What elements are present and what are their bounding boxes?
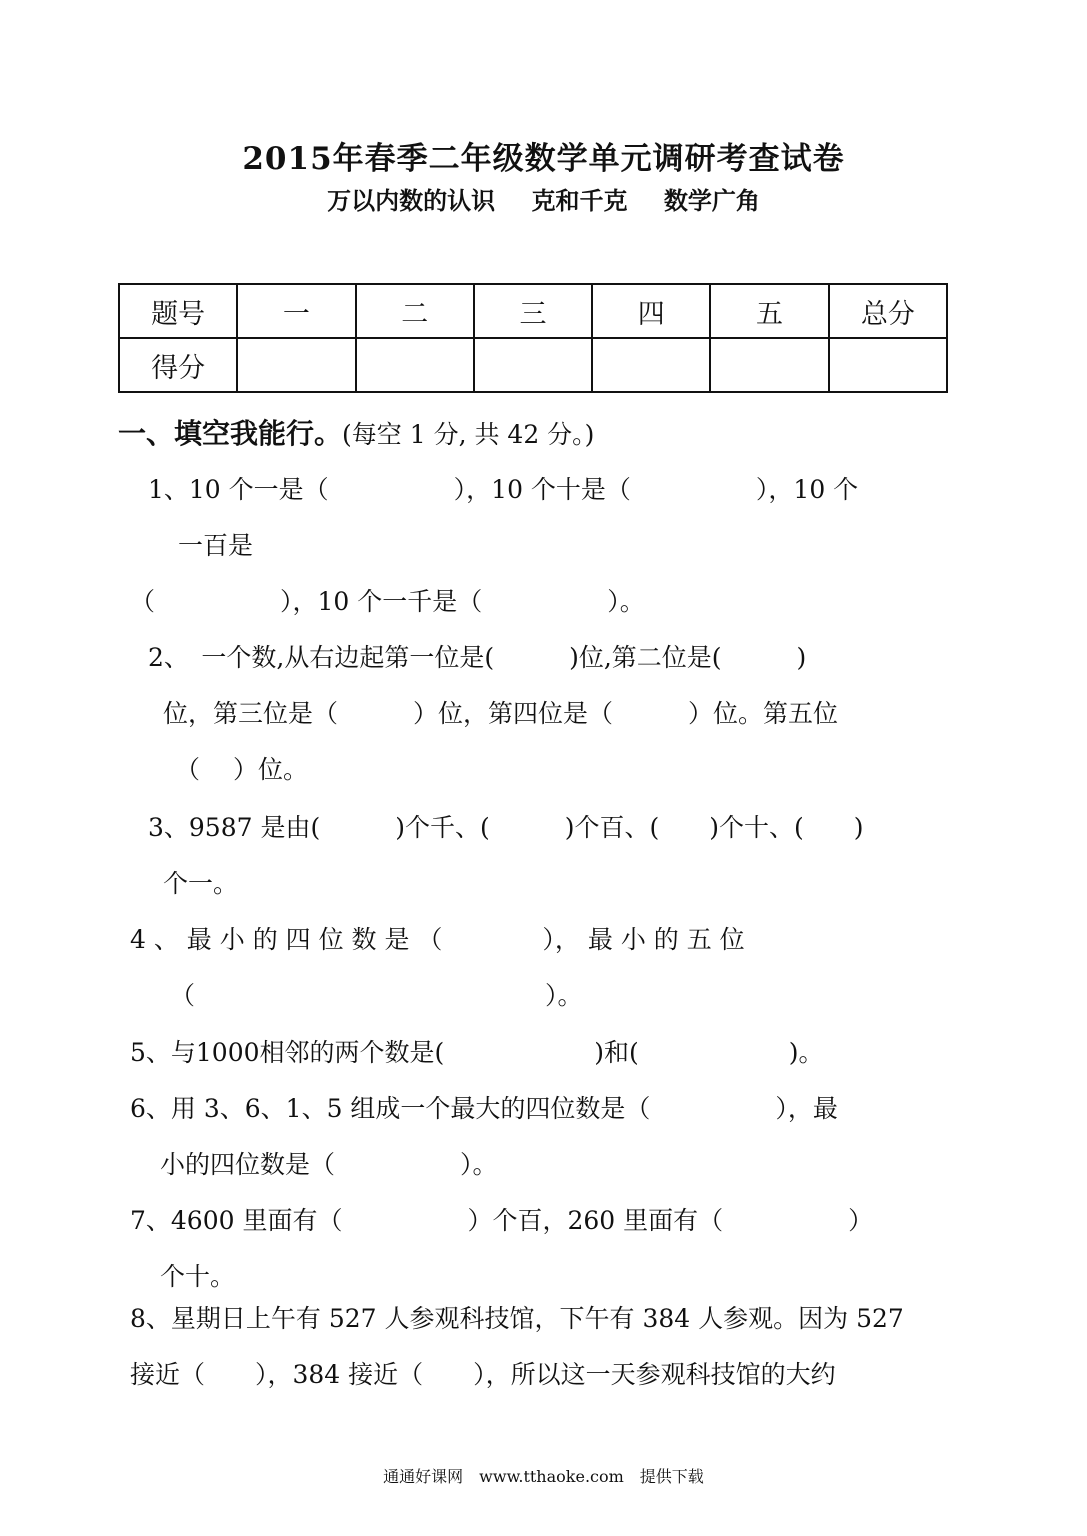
- section-heading-text: 一、填空我能行。: [118, 417, 343, 450]
- question-6-line-1: 6、用 3、6、1、5 组成一个最大的四位数是（ ），最: [130, 1094, 838, 1123]
- exam-title: 2015年春季二年级数学单元调研考查试卷: [242, 141, 845, 177]
- question-7-line-2: 个十。: [160, 1262, 236, 1291]
- page-footer: 通通好课网 www.tthaoke.com 提供下载: [383, 1467, 704, 1486]
- score-blank-cell: [237, 338, 355, 392]
- score-cell: 得分: [119, 338, 237, 392]
- score-blank-cell: [474, 338, 592, 392]
- score-blank-cell: [592, 338, 710, 392]
- exam-subtitle: [0, 181, 1087, 216]
- score-table-score-row: [119, 338, 947, 392]
- question-4-line-1: 4 、 最 小 的 四 位 数 是 （ ）， 最 小 的 五 位: [130, 925, 745, 954]
- score-table: [118, 283, 948, 393]
- question-1-line-1: 1、10 个一是（ ），10 个十是（ ），10 个: [148, 475, 859, 504]
- score-blank-cell: [710, 338, 828, 392]
- subtitle-topic-3: 数学广角: [663, 186, 760, 215]
- question-4-line-2: （ ）。: [170, 981, 583, 1010]
- score-cell: 一: [237, 284, 355, 338]
- score-cell: 五: [710, 284, 828, 338]
- question-1-line-2: 一百是: [178, 531, 254, 560]
- question-5: 5、与1000相邻的两个数是( )和( )。: [130, 1038, 824, 1067]
- score-blank-cell: [356, 338, 474, 392]
- score-cell: 题号: [119, 284, 237, 338]
- score-cell: 四: [592, 284, 710, 338]
- subtitle-topic-1: 万以内数的认识: [327, 186, 496, 215]
- question-3-line-2: 个一。: [163, 869, 239, 898]
- question-8-line-1: 8、星期日上午有 527 人参观科技馆，下午有 384 人参观。因为 527: [130, 1304, 904, 1333]
- question-2-line-3: （ ）位。: [175, 755, 308, 784]
- question-2-line-1: 2、 一个数,从右边起第一位是( )位,第二位是( ): [148, 643, 807, 672]
- question-2-line-2: 位，第三位是（ ）位，第四位是（ ）位。第五位: [163, 699, 839, 728]
- section-heading-note: (每空 1 分, 共 42 分。): [342, 420, 595, 449]
- subtitle-topic-2: 克和千克: [531, 186, 628, 215]
- question-3-line-1: 3、9587 是由( )个千、( )个百、( )个十、( ): [148, 813, 864, 842]
- score-blank-cell: [829, 338, 947, 392]
- question-6-line-2: 小的四位数是（ ）。: [160, 1150, 498, 1179]
- question-1-line-3: （ ），10 个一千是（ ）。: [130, 587, 645, 616]
- question-7-line-1: 7、4600 里面有（ ）个百，260 里面有（ ）: [130, 1206, 874, 1235]
- question-8-line-2: 接近（ ），384 接近（ ），所以这一天参观科技馆的大约: [130, 1360, 836, 1389]
- score-cell: 三: [474, 284, 592, 338]
- score-table-header-row: [119, 284, 947, 338]
- section-heading: [118, 412, 594, 452]
- score-cell: 二: [356, 284, 474, 338]
- score-cell: 总分: [829, 284, 947, 338]
